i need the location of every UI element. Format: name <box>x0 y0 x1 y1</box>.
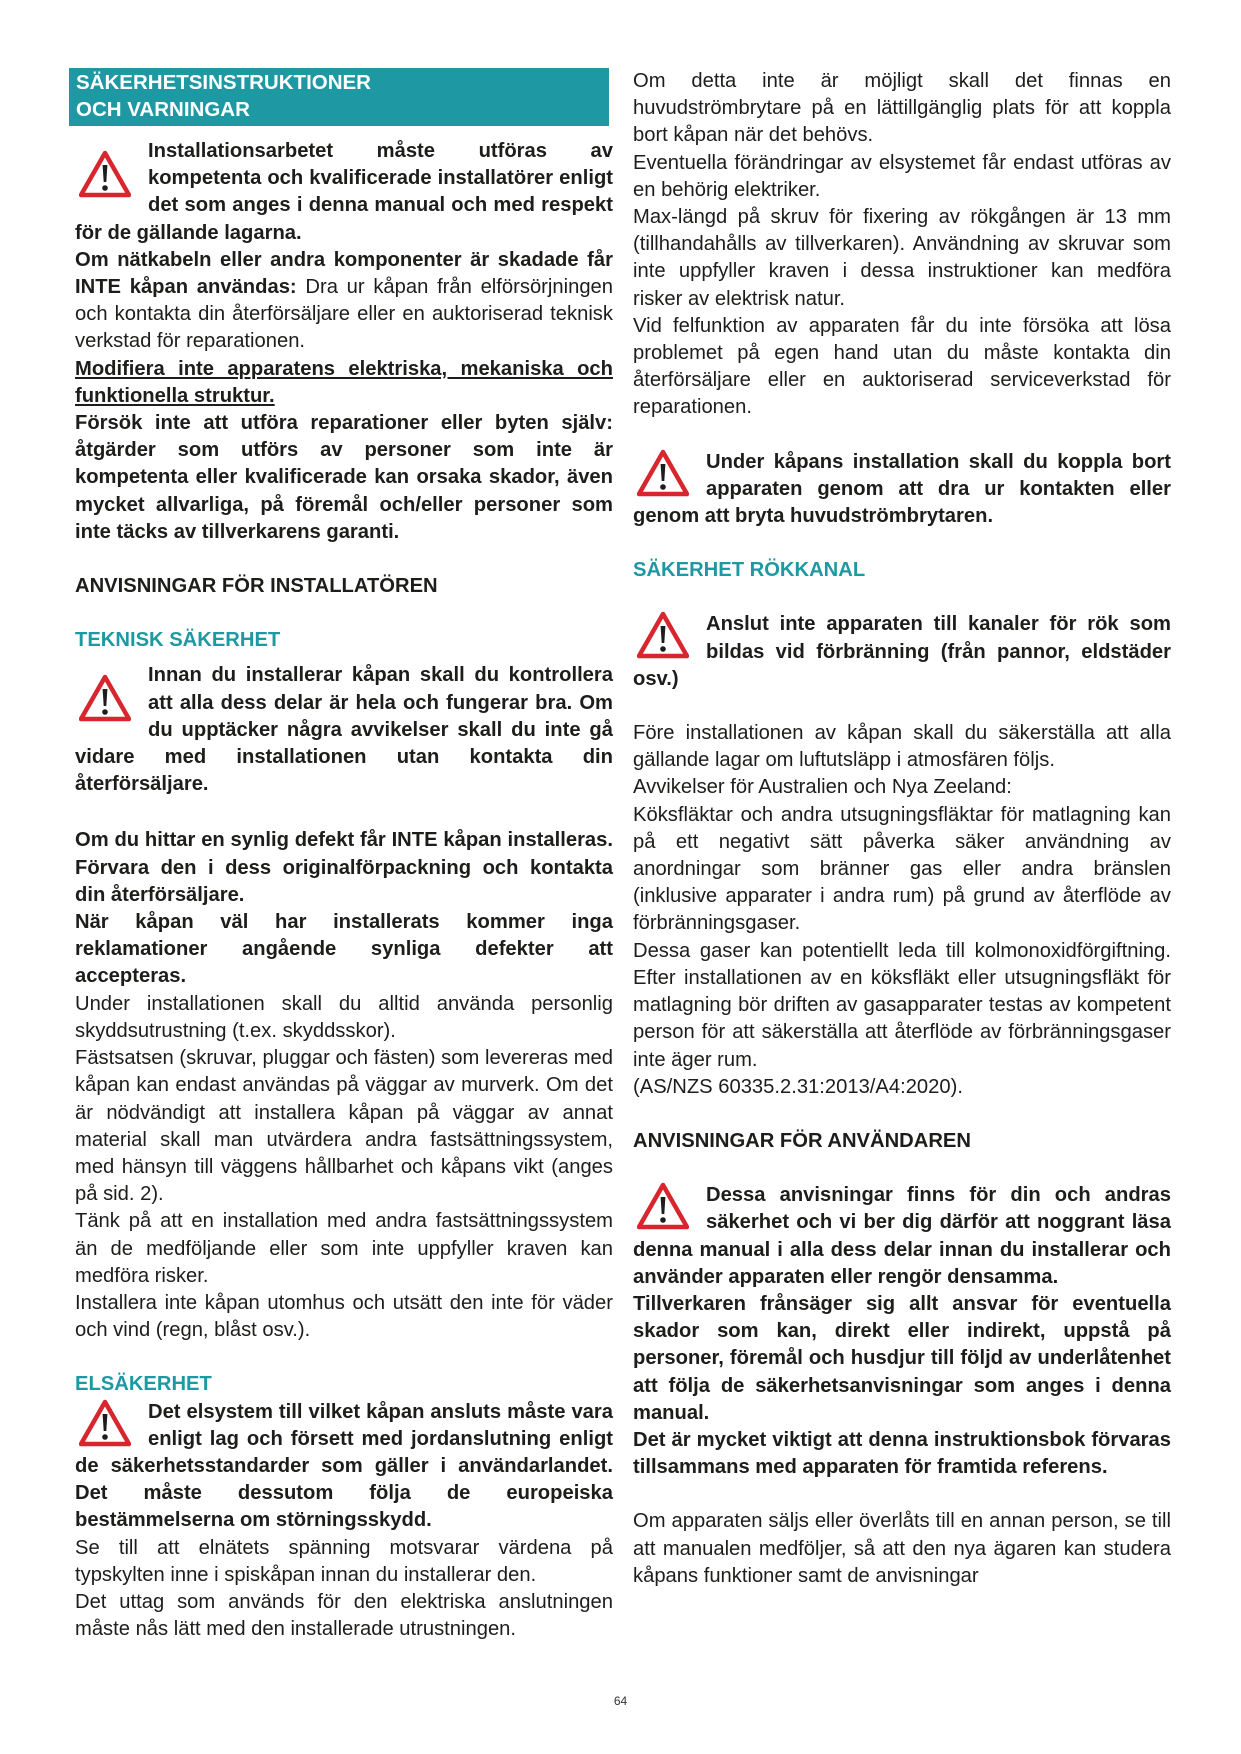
electrical-safety-heading: ELSÄKERHET <box>75 1373 212 1396</box>
damaged-cable-paragraph <box>75 247 613 356</box>
warning-text: Anslut inte apparaten till kanaler för rök som bildas vid förbränning (från pannor, eldstäder osv.) <box>633 613 1171 690</box>
standard-text: (AS/NZS 60335.2.31:2013/A4:2020). <box>633 1075 963 1098</box>
installer-heading: ANVISNINGAR FÖR INSTALLATÖREN <box>75 575 438 598</box>
warning-triangle-icon <box>637 449 689 497</box>
socket-text: Det uttag som används för den elektriska anslutningen måste nås lätt med den installerade utrustningen. <box>75 1590 613 1641</box>
header-line-1: SÄKERHETSINSTRUKTIONER <box>76 71 371 94</box>
warning-block-flue <box>633 611 1171 693</box>
right-column <box>633 68 1171 1590</box>
warning-text: Under kåpans installation skall du koppla bort apparaten genom att dra ur kontakten eller genom att bryta huvudströmbrytaren. <box>633 450 1171 528</box>
screw-length-text: Max-längd på skruv för fixering av rökgången är 13 mm (tillhandahålls av tillverkaren). Användning av skruvar som inte uppfyller kraven i dessa instruktioner kan medföra risker av elektrisk natur. <box>633 206 1171 310</box>
keep-manual-text: Det är mycket viktigt att denna instruktionsbok förvaras tillsammans med apparaten för framtida referens. <box>633 1428 1171 1479</box>
warning-text: Innan du installerar kåpan skall du kontrollera att alla dess delar är hela och fungerar bra. Om du upptäcker några avvikelser skall du inte gå vidare med installationen utan kontakta din återförsäljare. <box>75 664 613 796</box>
ppe-text: Under installationen skall du alltid använda personlig skyddsutrustning (t.ex. skyddsskor). <box>75 992 613 1042</box>
section-header-safety <box>69 68 609 126</box>
outdoor-text: Installera inte kåpan utomhus och utsätt den inte för väder och vind (regn, blåst osv.). <box>75 1291 613 1342</box>
warning-text: Installationsarbetet måste utföras av kompetenta och kvalificerade installatörer enligt det som anges i denna manual och med respekt för de gällande lagarna. <box>75 140 613 244</box>
warning-triangle-icon <box>637 611 689 659</box>
tech-safety-heading: TEKNISK SÄKERHET <box>75 629 281 652</box>
warning-text: Dessa anvisningar finns för din och andras säkerhet och vi ber dig därför att noggrant läsa denna manual i alla dess delar innan du installerar och använder apparaten eller rengör densamma. <box>633 1184 1171 1288</box>
emission-laws-text: Före installationen av kåpan skall du säkerställa att alla gällande lagar om luftutsläpp i atmosfären följs. <box>633 722 1171 772</box>
other-fixing-text: Tänk på att en installation med andra fastsättningssystem än de medföljande eller som inte uppfyller kraven kan medföra risker. <box>75 1210 613 1287</box>
page-number: 64 <box>613 1694 628 1708</box>
voltage-text: Se till att elnätets spänning motsvarar värdena på typskylten inne i spiskåpan innan du installerar den. <box>75 1536 613 1586</box>
do-not-modify-text: Modifiera inte apparatens elektriska, mekaniska och funktionella struktur. <box>75 357 613 407</box>
fixing-kit-text: Fästsatsen (skruvar, pluggar och fästen) som levereras med kåpan kan endast användas på väggar av murverk. Om det är nödvändigt att installera kåpan på väggar av annat material skall man utvärdera andra fastsättningssystem, med hänsyn till väggens hållbarhet och kåpans vikt (anges på sid. 2). <box>75 1047 613 1206</box>
warning-block-disconnect <box>633 449 1171 531</box>
liability-text: Tillverkaren frånsäger sig allt ansvar för eventuella skador som kan, direkt eller indirekt, uppstå på personer, föremål och husdjur till följd av underlåtenhet att följa de säkerhetsanvisningar som anges i denna manual. <box>633 1292 1171 1424</box>
sold-appliance-text: Om apparaten säljs eller överlåts till en annan person, se till att manualen medföljer, så att den nya ägaren kan studera kåpans funktioner samt de anvisningar <box>633 1510 1171 1587</box>
warning-triangle-icon <box>79 674 131 722</box>
header-line-2: OCH VARNINGAR <box>76 98 250 121</box>
no-repairs-text: Försök inte att utföra reparationer eller byten själv: åtgärder som utförs av personer som inte är kompetenta eller kvalificerade kan orsaka skador, även mycket allvarliga, på föremål och/eller personer som inte täcks av tillverkarens garanti. <box>75 412 613 543</box>
au-nz-text: Avvikelser för Australien och Nya Zeeland: <box>633 776 1012 799</box>
warning-triangle-icon <box>79 1399 131 1447</box>
no-claims-text: När kåpan väl har installerats kommer inga reklamationer angående synliga defekter att accepteras. <box>75 911 613 988</box>
warning-block-inspect <box>75 662 613 798</box>
warning-text: Det elsystem till vilket kåpan ansluts måste vara enligt lag och försett med jordanslutning enligt de säkerhetsstandarder som gäller i användarlandet. Det måste dessutom följa de europeiska bestämmelserna om störningsskydd. <box>75 1400 613 1532</box>
user-heading: ANVISNINGAR FÖR ANVÄNDAREN <box>633 1129 971 1152</box>
warning-block-user <box>633 1182 1171 1291</box>
kitchen-fans-text: Köksfläktar och andra utsugningsfläktar för matlagning kan på ett negativt sätt påverka säker användning av anordningar som bränner gas eller andra bränslen (inklusive apparater i andra rum) på grund av återflöde av förbränningsgaser. <box>633 803 1171 935</box>
malfunction-text: Vid felfunktion av apparaten får du inte försöka att lösa problemet på egen hand utan du måste kontakta din återförsäljare eller en auktoriserad serviceverkstad för reparationen. <box>633 314 1171 419</box>
damaged-cable-bold: Om nätkabeln eller andra komponenter är skadade får INTE kåpan användas: <box>75 248 613 299</box>
warning-block-installation <box>75 138 613 247</box>
damaged-cable-text: Dra ur kåpan från elförsörjningen och kontakta din återförsäljare eller en auktoriserad teknisk verkstad för reparationen. <box>75 276 614 353</box>
visible-defect-text: Om du hittar en synlig defekt får INTE kåpan installeras. Förvara den i dess originalförpackning och kontakta din återförsäljare. <box>75 829 613 906</box>
main-switch-text: Om detta inte är möjligt skall det finnas en huvudströmbrytare på en lättillgänglig plats för att koppla bort kåpan när det behövs. <box>633 70 1171 147</box>
warning-triangle-icon <box>79 150 131 198</box>
gases-text: Dessa gaser kan potentiellt leda till kolmonoxidförgiftning. Efter installationen av en köksfläkt eller utsugningsfläkt för matlagning bör driften av gasapparater testas av kompetent person för att säkerställa att återflöde av förbränningsgaser inte äger rum. <box>633 939 1171 1071</box>
warning-triangle-icon <box>637 1182 689 1230</box>
warning-block-electrical <box>75 1399 613 1535</box>
flue-safety-heading: SÄKERHET RÖKKANAL <box>633 559 866 582</box>
electrician-text: Eventuella förändringar av elsystemet får endast utföras av en behörig elektriker. <box>633 151 1171 201</box>
left-column <box>75 68 613 1643</box>
